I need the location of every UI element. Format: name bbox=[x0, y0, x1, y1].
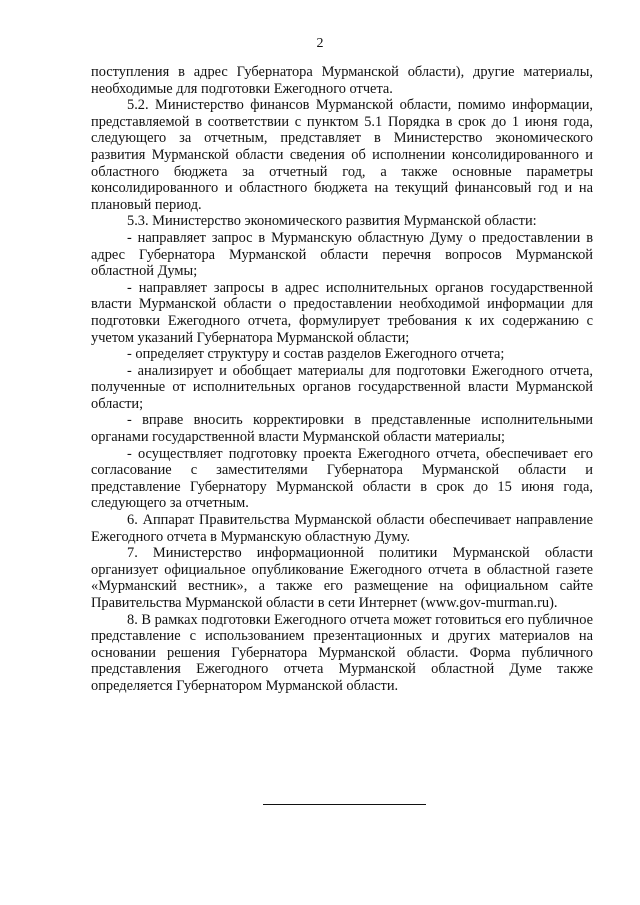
paragraph-5-3: 5.3. Министерство экономического развития Мурманской области: bbox=[127, 213, 537, 230]
list-item-duma-request: - направляет запрос в Мурманскую областную Думу о предоставлении в адрес Губернатора Мурманской области перечня вопросов Мурманской областной Думы; bbox=[91, 229, 593, 280]
list-item-analysis: - анализирует и обобщает материалы для подготовки Ежегодного отчета, полученные от исполнительных органов государственной власти Мурманской области; bbox=[91, 362, 593, 412]
paragraph-7: 7. Министерство информационной политики Мурманской области организует официальное опубликование Ежегодного отчета в областной газете «Мурманский вестник», а также его размещение на официальном сайте Правительства Мурманской области в сети Интернет (www.gov-murman.ru). bbox=[91, 545, 593, 611]
page-number: 2 bbox=[316, 36, 324, 51]
paragraph-intro-continuation: поступления в адрес Губернатора Мурманской области), другие материалы, необходимые для подготовки Ежегодного отчета. bbox=[91, 64, 593, 97]
list-item-structure: - определяет структуру и состав разделов Ежегодного отчета; bbox=[127, 346, 505, 363]
list-item-executive-requests: - направляет запросы в адрес исполнительных органов государственной власти Мурманской области о предоставлении необходимой информации для подготовки Ежегодного отчета, формулирует требования к их содержанию с учетом указаний Губернатора Мурманской области; bbox=[91, 279, 593, 346]
paragraph-8: 8. В рамках подготовки Ежегодного отчета может готовиться его публичное представление с использованием презентационных и других материалов на основании решения Губернатора Мурманской области. Форма публичного представления Ежегодного отчета Мурманской областной Думе также определяется Губернатором Мурманской области. bbox=[91, 611, 593, 694]
closing-divider-line bbox=[263, 804, 426, 805]
list-item-corrections: - вправе вносить корректировки в представленные исполнительными органами государственной власти Мурманской области материалы; bbox=[91, 412, 593, 446]
paragraph-6: 6. Аппарат Правительства Мурманской области обеспечивает направление Ежегодного отчета в Мурманскую областную Думу. bbox=[91, 512, 593, 545]
paragraph-5-2: 5.2. Министерство финансов Мурманской области, помимо информации, представляемой в соответствии с пунктом 5.1 Порядка в срок до 1 июня года, следующего за отчетным, представляет в Министерство экономического развития Мурманской области сведения об исполнении консолидированного и областного бюджета за отчетный год, а также основные параметры консолидированного и областного бюджета на текущий финансовый год и на плановый период. bbox=[91, 97, 593, 213]
list-item-draft-preparation: - осуществляет подготовку проекта Ежегодного отчета, обеспечивает его согласование с заместителями Губернатора Мурманской области и представление Губернатору Мурманской области в срок до 15 июня года, следующего за отчетным. bbox=[91, 445, 593, 512]
document-body bbox=[91, 64, 593, 695]
